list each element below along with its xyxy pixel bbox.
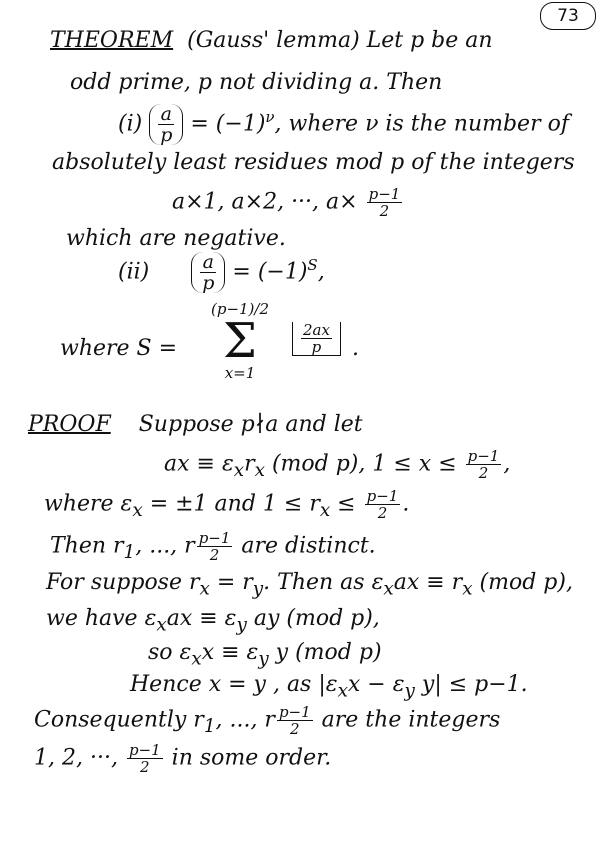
summation-upper-limit: (p−1)/2 (210, 300, 269, 318)
proof-line-8: Hence x = y , as $|\varepsilon_xx - \varepsilon_y$ y| ≤ p−1. (130, 672, 528, 702)
legendre-symbol (149, 104, 183, 145)
summation-sigma: Σ (223, 313, 257, 369)
proof-heading: PROOF (28, 412, 111, 437)
legendre-numerator: a (158, 104, 174, 125)
part-i-tail: , where ν is the number of (274, 111, 569, 137)
theorem-line-1 (50, 28, 493, 53)
proof-line-7: so $\varepsilon_xx \equiv \varepsilon_y$ y (mod p) (148, 640, 382, 670)
theorem-part-i (118, 104, 569, 145)
where-s-equals: where S = (60, 336, 178, 361)
proof-line-6: we have $\varepsilon_xax \equiv \varepsilon_y$ ay (mod p), (46, 606, 380, 636)
legendre-symbol-ii: $\frac{a}{p}$ (191, 252, 225, 293)
part-i-equality: = (−1) (190, 111, 266, 137)
summation-lower-limit: x=1 (224, 364, 256, 382)
theorem-line-6: which are negative. (66, 226, 286, 251)
theorem-sequence (172, 186, 404, 219)
legendre-denominator: p (160, 124, 173, 146)
floor-numerator: 2ax (303, 321, 330, 339)
proof-line-1: PROOF Suppose p∤a and let (28, 412, 363, 437)
part-i-exponent: ν (265, 108, 275, 127)
part-ii-label: (ii) (118, 259, 150, 285)
summation (205, 300, 275, 382)
part-ii-equality: = (−1) (232, 259, 308, 285)
page-number: 73 (540, 2, 596, 30)
part-ii-exponent: S (307, 256, 318, 275)
floor-denominator: p (311, 338, 322, 356)
proof-line-9: Consequently $r_1$, ..., r $\frac{p-1}{2}$ are the integers (34, 703, 501, 738)
proof-line-2: ax ≡ $\varepsilon_xr_x$ (mod p), 1 ≤ x ≤ $\frac{p-1}{2}$ , (164, 447, 511, 482)
theorem-line-4: absolutely least residues mod p of the integers (52, 150, 575, 175)
proof-line-10: 1, 2, ···, $\frac{p-1}{2}$ in some order. (34, 741, 332, 776)
summation-period: . (352, 336, 359, 361)
theorem-heading: THEOREM (50, 28, 174, 53)
proof-line-5: For suppose $r_x = r_y$. Then as $\varepsilon_xax \equiv r_x$ (mod p), (46, 570, 573, 600)
part-i-label: (i) (118, 111, 143, 137)
sequence-fraction: $\frac{p-1}{2}$ (368, 185, 401, 220)
theorem-part-ii: (ii) $\frac{a}{p}$ = $(-1)^S$, (118, 251, 325, 294)
theorem-title: (Gauss' lemma) Let p be an (187, 28, 493, 53)
theorem-line-2: odd prime, p not dividing a. Then (70, 70, 443, 95)
proof-line-3: where $\varepsilon_x = \pm 1$ and $1 \le r_x$ ≤ $\frac{p-1}{2}$ . (44, 487, 410, 522)
floor-bracket (292, 322, 341, 356)
sequence-text: a×1, a×2, ···, a× (172, 189, 358, 215)
proof-line-4: Then $r_1$, ..., r $\frac{p-1}{2}$ are distinct. (50, 529, 376, 564)
